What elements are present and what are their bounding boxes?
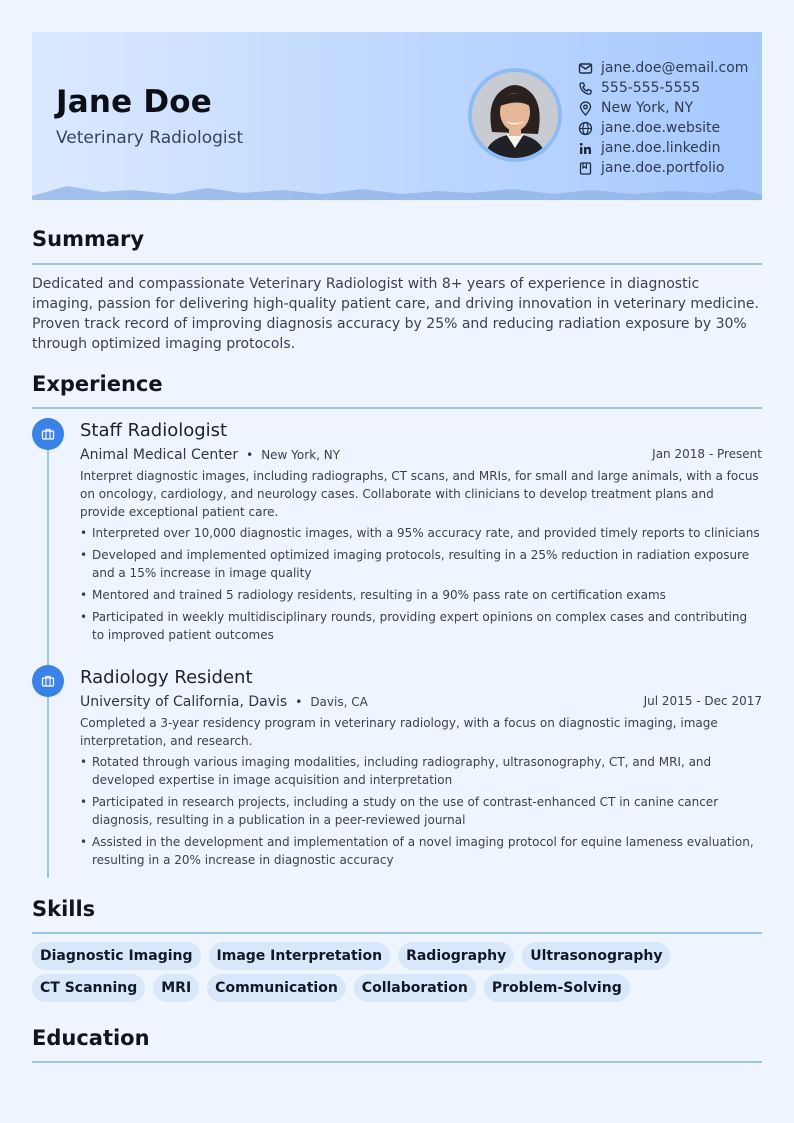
linkedin-icon <box>578 141 593 156</box>
summary-text: Dedicated and compassionate Veterinary Radiologist with 8+ years of experience in diagnostic imaging, passion for delivering high-quality patient care, and driving innovation in veterinary medicine. Proven track record of improving diagnosis accuracy by 25% and reducing radiation exposure by 30% through optimized imaging protocols. <box>32 276 759 352</box>
experience-heading: Experience <box>32 372 163 396</box>
separator-dot: • <box>246 448 254 462</box>
skill-tag: Ultrasonography <box>522 942 670 970</box>
contact-location: New York, NY <box>578 98 748 118</box>
contact-list <box>578 58 748 178</box>
job-meta <box>80 447 762 463</box>
skill-tag: Communication <box>207 974 346 1002</box>
achievement-list <box>80 753 762 869</box>
job-dates: Jan 2018 - Present <box>652 447 762 461</box>
job-title: Radiology Resident <box>80 667 253 688</box>
achievement-item: • Rotated through various imaging modalities, including radiography, ultrasonography, CT, and MRI, and developed expertise in image acquisition and interpretation <box>80 753 762 789</box>
achievement-item: • Interpreted over 10,000 diagnostic images, with a 95% accuracy rate, and provided timely reports to clinicians <box>80 524 762 542</box>
summary-heading: Summary <box>32 227 145 251</box>
skill-tag: CT Scanning <box>32 974 145 1002</box>
candidate-name: Jane Doe <box>56 84 212 120</box>
job-meta <box>80 694 762 710</box>
achievement-list <box>80 524 762 644</box>
skill-tag: Diagnostic Imaging <box>32 942 201 970</box>
achievement-item: • Participated in research projects, including a study on the use of contrast-enhanced CT in canine cancer diagnosis, resulting in a publication in a peer-reviewed journal <box>80 793 762 829</box>
achievement-item: • Assisted in the development and implementation of a novel imaging protocol for equine lameness evaluation, resulting in a 20% increase in diagnostic accuracy <box>80 833 762 869</box>
experience-divider <box>32 407 762 409</box>
job-location: New York, NY <box>261 448 341 462</box>
contact-portfolio[interactable]: jane.doe.portfolio <box>578 158 748 178</box>
candidate-title: Veterinary Radiologist <box>56 128 244 148</box>
job-dates: Jul 2015 - Dec 2017 <box>643 694 762 708</box>
job-description: Interpret diagnostic images, including radiographs, CT scans, and MRIs, for small and large animals, with a focus on oncology, cardiology, and neurology cases. Collaborate with clinicians to develop treatment plans and provide exceptional patient care. <box>80 469 759 519</box>
briefcase-icon <box>32 418 64 450</box>
experience-entry <box>80 420 762 648</box>
achievement-item: • Developed and implemented optimized imaging protocols, resulting in a 25% reduction in radiation exposure and a 15% increase in image quality <box>80 546 762 582</box>
location-pin-icon <box>578 101 593 116</box>
mail-icon <box>578 61 593 76</box>
contact-linkedin[interactable]: jane.doe.linkedin <box>578 138 748 158</box>
separator-dot: • <box>295 695 303 709</box>
summary-divider <box>32 263 762 265</box>
briefcase-icon <box>32 665 64 697</box>
achievement-item: • Participated in weekly multidisciplinary rounds, providing expert opinions on complex cases and contributing to improved patient outcomes <box>80 608 762 644</box>
skills-heading: Skills <box>32 897 96 921</box>
achievement-item: • Mentored and trained 5 radiology residents, resulting in a 90% pass rate on certification exams <box>80 586 762 604</box>
portfolio-icon <box>578 161 593 176</box>
contact-email[interactable]: jane.doe@email.com <box>578 58 748 78</box>
job-location: Davis, CA <box>310 695 368 709</box>
header-wave-decoration <box>32 182 762 200</box>
company-name: Animal Medical Center <box>80 447 239 463</box>
contact-website[interactable]: jane.doe.website <box>578 118 748 138</box>
skills-list <box>32 942 762 1006</box>
skill-tag: MRI <box>153 974 199 1002</box>
skill-tag: Collaboration <box>354 974 476 1002</box>
experience-entry <box>80 667 762 873</box>
contact-phone[interactable]: 555-555-5555 <box>578 78 748 98</box>
company-name: University of California, Davis <box>80 694 288 710</box>
education-heading: Education <box>32 1026 150 1050</box>
globe-icon <box>578 121 593 136</box>
avatar <box>468 68 562 162</box>
skill-tag: Image Interpretation <box>209 942 391 970</box>
skills-divider <box>32 932 762 934</box>
job-description: Completed a 3-year residency program in veterinary radiology, with a focus on diagnostic imaging, image interpretation, and research. <box>80 716 718 748</box>
education-divider <box>32 1061 762 1063</box>
resume-header <box>32 32 762 200</box>
phone-icon <box>578 81 593 96</box>
skill-tag: Radiography <box>398 942 514 970</box>
experience-timeline <box>47 432 49 878</box>
job-title: Staff Radiologist <box>80 420 228 441</box>
skill-tag: Problem-Solving <box>484 974 630 1002</box>
